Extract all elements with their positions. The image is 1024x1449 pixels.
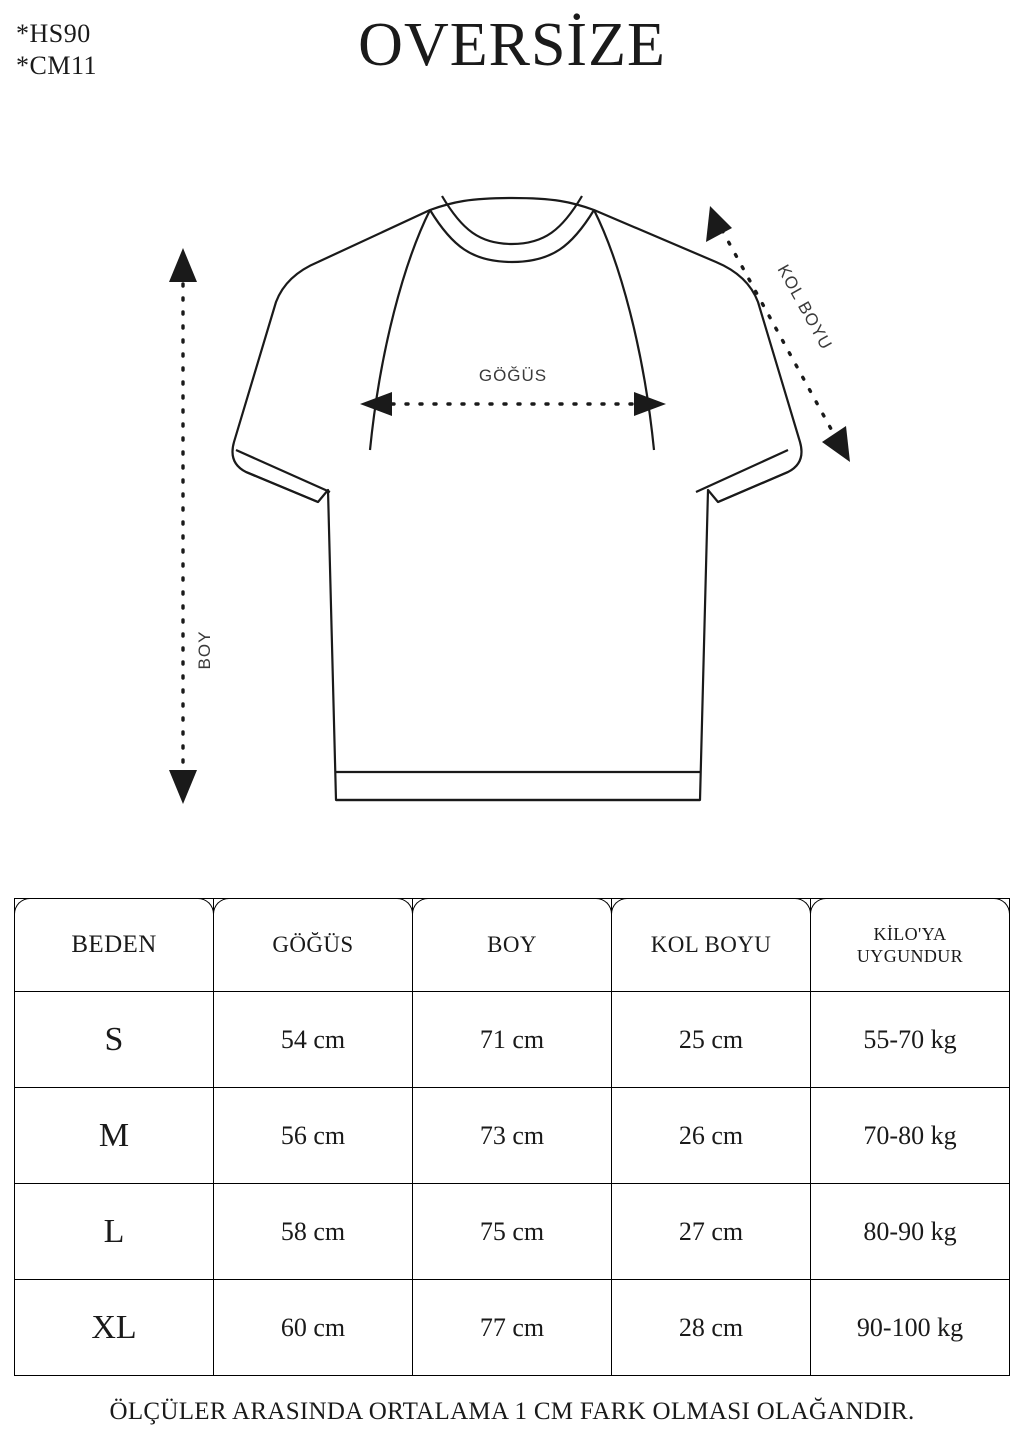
column-header-gogus: GÖĞÜS	[214, 899, 413, 992]
cell-size: S	[15, 992, 214, 1088]
cell-size: XL	[15, 1280, 214, 1376]
length-measure-arrow	[169, 248, 197, 804]
tshirt-diagram	[0, 150, 1024, 890]
cell-weight: 55-70 kg	[811, 992, 1010, 1088]
table-row	[15, 1280, 1010, 1376]
cell-chest: 54 cm	[214, 992, 413, 1088]
cell-size: M	[15, 1088, 214, 1184]
cell-chest: 60 cm	[214, 1280, 413, 1376]
table-row	[15, 1088, 1010, 1184]
cell-sleeve: 28 cm	[612, 1280, 811, 1376]
cell-sleeve: 27 cm	[612, 1184, 811, 1280]
page-title: OVERSİZE	[358, 11, 666, 79]
cell-sleeve: 26 cm	[612, 1088, 811, 1184]
footnote: ÖLÇÜLER ARASINDA ORTALAMA 1 CM FARK OLMASI OLAĞANDIR.	[109, 1398, 915, 1425]
length-label: BOY	[195, 630, 214, 670]
column-header-kol-boyu: KOL BOYU	[612, 899, 811, 992]
cell-weight: 80-90 kg	[811, 1184, 1010, 1280]
cell-weight: 90-100 kg	[811, 1280, 1010, 1376]
cell-size: L	[15, 1184, 214, 1280]
chest-label: GÖĞÜS	[478, 366, 548, 385]
chest-measure-arrow	[360, 392, 666, 416]
cell-chest: 56 cm	[214, 1088, 413, 1184]
product-code-1: *HS90	[16, 19, 91, 48]
column-header-beden: BEDEN	[15, 899, 214, 992]
cell-weight: 70-80 kg	[811, 1088, 1010, 1184]
size-table-container	[14, 898, 1010, 1376]
column-header-kiloya-uygundur	[811, 899, 1010, 992]
table-row	[15, 1184, 1010, 1280]
product-code-2: *CM11	[16, 50, 97, 80]
size-table	[14, 898, 1010, 1376]
column-header-kiloya-line2: UYGUNDUR	[856, 946, 964, 966]
cell-length: 71 cm	[413, 992, 612, 1088]
column-header-boy: BOY	[413, 899, 612, 992]
cell-length: 77 cm	[413, 1280, 612, 1376]
column-header-kiloya-line1: KİLO'YA	[873, 923, 947, 944]
cell-length: 73 cm	[413, 1088, 612, 1184]
sleeve-label: KOL BOYU	[773, 261, 836, 354]
cell-sleeve: 25 cm	[612, 992, 811, 1088]
cell-length: 75 cm	[413, 1184, 612, 1280]
table-row	[15, 992, 1010, 1088]
cell-chest: 58 cm	[214, 1184, 413, 1280]
table-header-row	[15, 899, 1010, 992]
